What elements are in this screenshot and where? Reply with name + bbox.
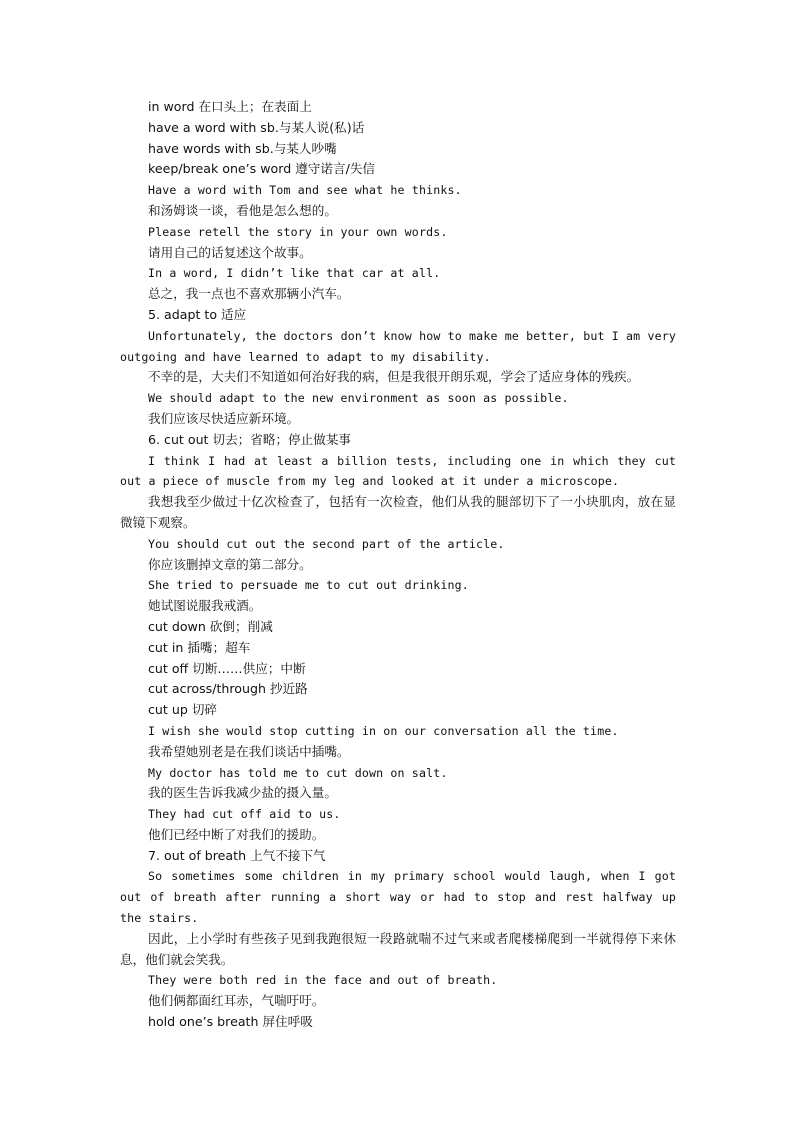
phrase-entry: hold one’s breath 屏住呼吸 bbox=[148, 1014, 313, 1030]
translation-line: 你应该删掉文章的第二部分。 bbox=[148, 556, 312, 572]
example-sentence: My doctor has told me to cut down on salt. bbox=[148, 765, 448, 780]
translation-line: 我们应该尽快适应新环境。 bbox=[148, 410, 300, 426]
phrase-entry: cut down 砍倒；削减 bbox=[148, 618, 273, 634]
translation-paragraph: 我想我至少做过十亿次检查了，包括有一次检查，他们从我的腿部切下了一小块肌肉，放在显微镜下观察。 bbox=[120, 494, 676, 530]
section-heading: 5. adapt to 适应 bbox=[148, 306, 247, 322]
phrase-entry: cut in 插嘴；超车 bbox=[148, 639, 251, 655]
section-heading: 7. out of breath 上气不接下气 bbox=[148, 847, 326, 863]
translation-line: 不幸的是，大夫们不知道如何治好我的病，但是我很开朗乐观，学会了适应身体的残疾。 bbox=[148, 369, 640, 385]
example-paragraph: Unfortunately, the doctors don’t know how to make me better, but I am very outgoing and have learned to adapt to my disability. bbox=[120, 328, 676, 364]
text-line: in word 在口头上；在表面上 bbox=[148, 99, 312, 114]
example-sentence: She tried to persuade me to cut out drinking. bbox=[148, 578, 469, 593]
translation-line: 总之，我一点也不喜欢那辆小汽车。 bbox=[148, 286, 350, 302]
example-sentence: They were both red in the face and out of breath. bbox=[148, 973, 498, 988]
section-heading: 6. cut out 切去；省略；停止做某事 bbox=[148, 431, 352, 447]
example-sentence: I wish she would stop cutting in on our conversation all the time. bbox=[148, 723, 619, 738]
example-sentence: They had cut off aid to us. bbox=[148, 807, 341, 822]
document-body bbox=[120, 97, 676, 1033]
example-sentence: Please retell the story in your own words. bbox=[148, 224, 448, 239]
translation-line: 他们已经中断了对我们的援助。 bbox=[148, 826, 325, 842]
translation-paragraph: 因此，上小学时有些孩子见到我跑很短一段路就喘不过气来或者爬楼梯爬到一半就得停下来休息，他们就会笑我。 bbox=[120, 930, 676, 967]
example-sentence: In a word, I didn’t like that car at all. bbox=[148, 266, 441, 281]
phrase-entry: cut off 切断……供应；中断 bbox=[148, 660, 306, 676]
translation-line: 我的医生告诉我减少盐的摄入量。 bbox=[148, 785, 337, 801]
example-sentence: Have a word with Tom and see what he thinks. bbox=[148, 183, 462, 198]
example-paragraph: I think I had at least a billion tests, including one in which they cut out a piece of muscle from my leg and looked at it under a microscope. bbox=[120, 453, 676, 489]
example-paragraph: So sometimes some children in my primary school would laugh, when I got out of breath after running a short way or had to stop and rest halfway up the stairs. bbox=[120, 869, 676, 926]
example-sentence: We should adapt to the new environment as soon as possible. bbox=[148, 391, 569, 406]
text-line: have words with sb.与某人吵嘴 bbox=[148, 140, 337, 156]
translation-line: 他们俩都面红耳赤，气喘吁吁。 bbox=[148, 993, 325, 1009]
translation-line: 请用自己的话复述这个故事。 bbox=[148, 244, 312, 260]
text-line: have a word with sb.与某人说(私)话 bbox=[148, 119, 365, 135]
phrase-entry: cut across/through 抄近路 bbox=[148, 681, 308, 697]
phrase-entry: cut up 切碎 bbox=[148, 702, 218, 718]
translation-line: 我希望她别老是在我们谈话中插嘴。 bbox=[148, 743, 350, 759]
translation-line: 和汤姆谈一谈，看他是怎么想的。 bbox=[148, 202, 337, 218]
text-line: keep/break one’s word 遵守诺言/失信 bbox=[148, 161, 376, 177]
example-sentence: You should cut out the second part of the article. bbox=[148, 536, 505, 551]
translation-line: 她试图说服我戒酒。 bbox=[148, 598, 262, 614]
